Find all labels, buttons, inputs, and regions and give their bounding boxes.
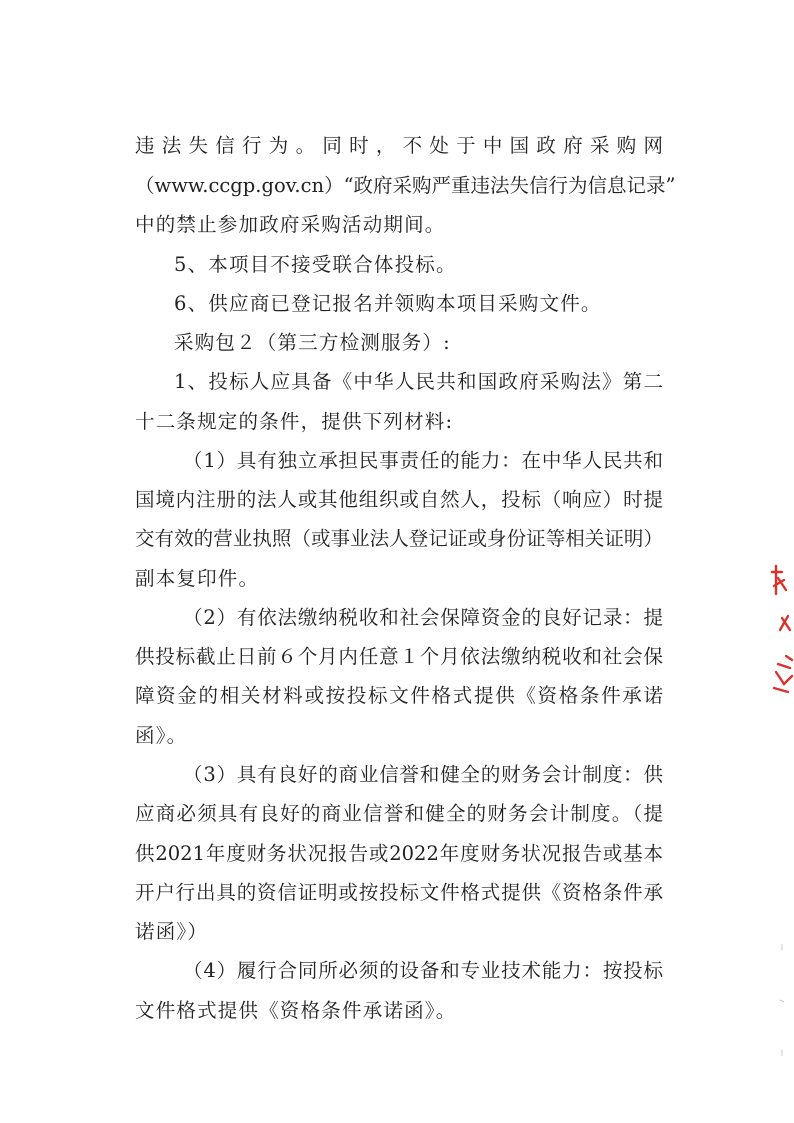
paragraph-line: 供2021年度财务状况报告或2022年度财务状况报告或基本 bbox=[135, 842, 663, 865]
paragraph-line: 国境内注册的法人或其他组织或自然人，投标（响应）时提 bbox=[135, 488, 663, 511]
section-heading: 采购包２（第三方检测服务）: bbox=[174, 331, 451, 354]
paragraph-line: 障资金的相关材料或按投标文件格式提供《资格条件承诺 bbox=[135, 684, 663, 707]
sub-item-3: （3）具有良好的商业信誉和健全的财务会计制度：供 bbox=[183, 763, 663, 786]
paragraph-line: 中的禁止参加政府采购活动期间。 bbox=[135, 213, 446, 236]
paragraph-line: 开户行出具的资信证明或按投标文件格式提供《资格条件承 bbox=[135, 881, 663, 904]
seal-stamp-fragment bbox=[768, 560, 794, 710]
scan-edge-mark bbox=[772, 940, 786, 1060]
paragraph-line: 副本复印件。 bbox=[135, 567, 260, 590]
paragraph-line: 十二条规定的条件，提供下列材料: bbox=[135, 410, 454, 433]
paragraph-line: 诺函》） bbox=[135, 920, 209, 943]
list-item-1: 1、投标人应具备《中华人民共和国政府采购法》第二 bbox=[174, 370, 663, 393]
paragraph-line: 交有效的营业执照（或事业法人登记证或身份证等相关证明） bbox=[135, 527, 663, 550]
sub-item-1: （1）具有独立承担民事责任的能力：在中华人民共和 bbox=[183, 449, 663, 472]
paragraph-line: 应商必须具有良好的商业信誉和健全的财务会计制度。（提 bbox=[135, 802, 663, 825]
paragraph-line: 函》。 bbox=[135, 724, 188, 747]
list-item-5: 5、本项目不接受联合体投标。 bbox=[174, 253, 457, 276]
sub-item-2: （2）有依法缴纳税收和社会保障资金的良好记录：提 bbox=[183, 606, 663, 629]
paragraph-line: 违法失信行为。同时，不处于中国政府采购网 bbox=[135, 134, 663, 157]
paragraph-line: （www.ccgp.gov.cn）“政府采购严重违法失信行为信息记录” bbox=[135, 174, 676, 197]
paragraph-line: 文件格式提供《资格条件承诺函》。 bbox=[135, 999, 457, 1022]
sub-item-4: （4）履行合同所必须的设备和专业技术能力：按投标 bbox=[183, 959, 663, 982]
paragraph-line: 供投标截止日前６个月内任意１个月依法缴纳税收和社会保 bbox=[135, 645, 663, 668]
list-item-6: 6、供应商已登记报名并领购本项目采购文件。 bbox=[174, 292, 602, 315]
